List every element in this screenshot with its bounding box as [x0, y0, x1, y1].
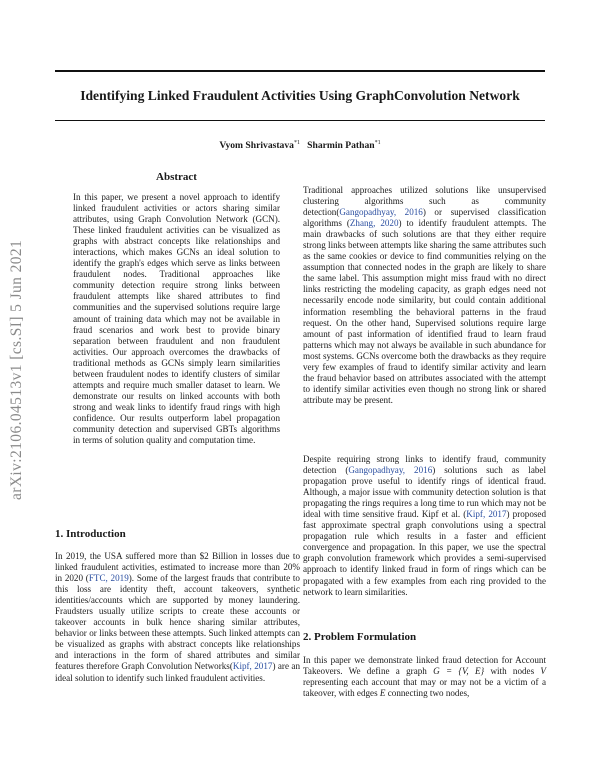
problem-paragraph: [303, 655, 546, 699]
text-run: Traditional approaches utilized solutions like unsupervised clustering algorithms such as community detection(: [303, 185, 546, 218]
abstract-text: In this paper, we present a novel approach to identify linked fraudulent activities or actors sharing similar attributes, using Graph Convolution Network (GCN). These linked fraudulent activities can be visualized as graphs with abstract concepts like relationships and interactions, which makes GCNs an ideal solution to identify the graph's edges which serve as links between fraudulent nodes. Traditional approaches like community detection require strong links between fraudulent attempts like shared attributes to find communities and the supervised solutions require large amount of training data which may not be available in fraud scenarios and work best to provide binary separation between fraudulent and non fraudulent activities. Our approach overcomes the drawbacks of traditional methods as GCNs simply learn similarities between fraudulent nodes to identify clusters of similar attempts and require much smaller dataset to learn. We demonstrate our results on linked accounts with both strong and weak links to identify fraud rings with high confidence. Our results outperform label propagation community detection and supervised GBTs algorithms in terms of solution quality and computation time.: [73, 192, 280, 446]
math-inline: E: [379, 688, 386, 699]
text-run: ) proposed fast approximate spectral graph convolutions using a spectral propagation rule which results in a faster and efficient convergence and propagation. In this paper, we use the spectral graph convolution framework which provides a semi-supervised approach to identify linked fraud in form of rings which can be propagated with a few examples from each ring provided to the network to learn similarities.: [303, 509, 547, 597]
text-run: connecting two nodes,: [385, 688, 470, 699]
title-rule-top: [55, 70, 545, 72]
text-run: Despite requiring strong links to identify fraud, community detection (: [303, 454, 546, 476]
text-run: ) to identify fraudulent attempts. The main drawbacks of such solutions are that they either require strong links between attempts like sharing the same attributes such as the same cookies or device to find communities relying on the assumption that connected nodes in the graph are likely to share the same label. This assumption might miss fraud with no direct links restricting the modeling capacity, as graph edges need not necessarily encode node similarity, but could contain additional information resembling the behavioral patterns in the fraud request. On the other hand, Supervised solutions require large amount of past information of identified fraud to learn fraud patterns which may not always be available in such abundance for most systems. GCNs overcome both the drawbacks as they require very few examples of fraud to identify similar activity and learn the fraud behavior based on attributes associated with the attempt to identify similar activities even though no strong link or shared attribute may be present.: [303, 218, 547, 405]
text-run: In this paper we demonstrate linked fraud detection for Account Takeovers. We define a graph: [303, 655, 546, 677]
math-inline: V: [540, 666, 546, 677]
text-run: In 2019, the USA suffered more than $2 Billion in losses due to linked fraudulent activities, estimated to increase more than 20% in 2020 (: [55, 551, 300, 584]
intro-paragraph: [55, 551, 300, 684]
title-rule-bottom: [55, 120, 545, 121]
text-run: ) or supervised classification algorithms (: [303, 207, 546, 229]
abstract-heading: Abstract: [156, 171, 197, 183]
section-heading-problem-formulation: 2. Problem Formulation: [303, 631, 417, 643]
citation-link[interactable]: Kipf, 2017: [232, 661, 273, 672]
citation-link[interactable]: Gangopadhyay, 2016: [348, 465, 433, 476]
text-run: ) are an ideal solution to identify such linked fraudulent activities.: [55, 661, 300, 683]
text-run: with nodes: [484, 666, 541, 677]
citation-link[interactable]: Kipf, 2017: [466, 509, 507, 520]
section-heading-introduction: 1. Introduction: [55, 528, 126, 540]
body-paragraph: [303, 185, 546, 406]
body-paragraph: [303, 454, 546, 598]
citation-link[interactable]: FTC, 2019: [88, 573, 129, 584]
author-name: Sharmin Pathan: [307, 140, 375, 152]
author-list: [55, 140, 545, 151]
text-run: ). Some of the largest frauds that contribute to this loss are identity theft, account takeovers, synthetic identities/accounts which are supported by money laundering. Fraudsters usually utilize scripts to create these accounts or takeover accounts in bulk hence sharing similar attributes, behavior or links between these attempts. Such linked attempts can be visualized as graphs with abstract concepts like relationships and interactions in the form of shared attributes and similar features therefore Graph Convolution Networks(: [55, 573, 300, 672]
paper-title: Identifying Linked Fraudulent Activities Using GraphConvolution Network: [80, 88, 520, 103]
author-name: Vyom Shrivastava: [219, 140, 294, 152]
text-run: ) solutions such as label propagation prove useful to identify rings of identical fraud. Although, a major issue with community detection solution is that propagating the rings requires a long time to run which may not be ideal with time sensitive fraud. Kipf et al. (: [303, 465, 546, 520]
author-marks: *1: [293, 140, 300, 146]
author-marks: *1: [374, 140, 381, 146]
arxiv-identifier[interactable]: arXiv:2106.04513v1 [cs.SI] 5 Jun 2021: [8, 239, 25, 500]
math-inline: G = {V, E}: [433, 666, 485, 677]
text-run: representing each account that may or may not be a victim of a takeover, with edges: [303, 677, 546, 699]
citation-link[interactable]: Zhang, 2020: [349, 218, 399, 229]
citation-link[interactable]: Gangopadhyay, 2016: [339, 207, 423, 218]
